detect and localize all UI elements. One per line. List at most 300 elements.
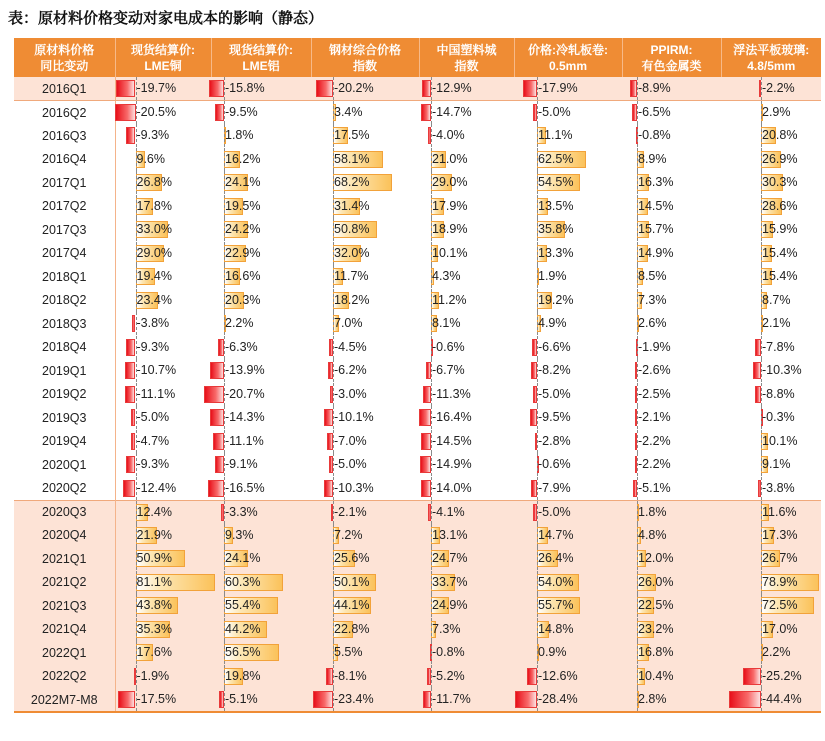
value-cell-float_glass — [721, 383, 821, 407]
table-row — [14, 383, 821, 407]
value-cell-steel_index — [311, 524, 419, 548]
value-cell-steel_index — [311, 218, 419, 242]
data-label-ppirm_nonferrous: 12.0% — [638, 551, 674, 566]
data-label-lme_aluminum: -6.3% — [225, 339, 258, 354]
period-cell: 2018Q3 — [14, 312, 115, 336]
data-label-ppirm_nonferrous: 16.8% — [638, 645, 674, 660]
period-cell: 2020Q4 — [14, 524, 115, 548]
value-cell-steel_index — [311, 453, 419, 477]
value-cell-lme_aluminum — [211, 195, 311, 219]
column-header-cold_rolled: 价格:冷轧板卷: 0.5mm — [514, 38, 622, 77]
value-cell-lme_copper — [115, 524, 211, 548]
data-label-float_glass: 2.2% — [762, 645, 791, 660]
value-cell-lme_copper — [115, 688, 211, 712]
value-cell-float_glass — [721, 312, 821, 336]
period-cell: 2017Q3 — [14, 218, 115, 242]
data-bar-float_glass — [753, 362, 761, 379]
table-body — [14, 77, 821, 712]
data-bar-lme_copper — [125, 386, 136, 403]
data-label-cold_rolled: -28.4% — [538, 692, 578, 706]
period-cell: 2019Q3 — [14, 406, 115, 430]
table-row — [14, 101, 821, 125]
value-cell-ppirm_nonferrous — [622, 406, 721, 430]
value-cell-ppirm_nonferrous — [622, 124, 721, 148]
table-row — [14, 500, 821, 524]
period-cell: 2016Q2 — [14, 101, 115, 125]
data-label-steel_index: 25.6% — [334, 551, 370, 566]
data-label-steel_index: 68.2% — [334, 175, 370, 190]
value-cell-ppirm_nonferrous — [622, 195, 721, 219]
value-cell-ppirm_nonferrous — [622, 218, 721, 242]
column-header-steel_index: 钢材综合价格 指数 — [311, 38, 419, 77]
data-bar-plastic_index — [420, 456, 431, 473]
data-label-steel_index: 18.2% — [334, 292, 370, 307]
data-label-ppirm_nonferrous: -6.5% — [638, 105, 671, 119]
data-label-float_glass: -44.4% — [762, 692, 802, 706]
value-cell-lme_copper — [115, 242, 211, 266]
column-header-float_glass: 浮法平板玻璃: 4.8/5mm — [721, 38, 821, 77]
data-bar-cold_rolled — [530, 409, 537, 426]
data-label-plastic_index: 24.7% — [432, 551, 468, 566]
period-cell: 2022M7-M8 — [14, 688, 115, 712]
value-cell-lme_aluminum — [211, 547, 311, 571]
data-label-float_glass: -7.8% — [762, 339, 795, 354]
data-label-float_glass: 26.7% — [762, 551, 798, 566]
data-label-lme_copper: -1.9% — [136, 668, 170, 683]
value-cell-ppirm_nonferrous — [622, 594, 721, 618]
value-cell-float_glass — [721, 547, 821, 571]
value-cell-steel_index — [311, 688, 419, 712]
data-label-steel_index: -8.1% — [334, 668, 367, 683]
data-label-cold_rolled: 0.9% — [538, 645, 567, 660]
value-cell-lme_aluminum — [211, 641, 311, 665]
data-label-ppirm_nonferrous: 8.9% — [638, 151, 667, 166]
data-label-float_glass: 15.4% — [762, 245, 798, 260]
data-label-ppirm_nonferrous: 10.4% — [638, 668, 674, 683]
period-cell: 2019Q2 — [14, 383, 115, 407]
value-cell-float_glass — [721, 688, 821, 712]
period-cell: 2019Q1 — [14, 359, 115, 383]
value-cell-cold_rolled — [514, 195, 622, 219]
data-label-cold_rolled: 62.5% — [538, 151, 574, 166]
value-cell-steel_index — [311, 430, 419, 454]
value-cell-lme_aluminum — [211, 430, 311, 454]
value-cell-float_glass — [721, 148, 821, 172]
value-cell-cold_rolled — [514, 406, 622, 430]
data-label-lme_copper: -9.3% — [136, 457, 170, 472]
value-cell-float_glass — [721, 265, 821, 289]
value-cell-cold_rolled — [514, 641, 622, 665]
data-label-lme_copper: -19.7% — [136, 81, 177, 95]
data-label-float_glass: -8.8% — [762, 386, 795, 401]
data-bar-steel_index — [316, 80, 333, 97]
value-cell-ppirm_nonferrous — [622, 524, 721, 548]
data-label-lme_copper: -12.4% — [136, 480, 177, 495]
value-cell-cold_rolled — [514, 524, 622, 548]
value-cell-lme_copper — [115, 77, 211, 101]
data-label-ppirm_nonferrous: 22.5% — [638, 598, 674, 613]
data-label-steel_index: 58.1% — [334, 151, 370, 166]
value-cell-plastic_index — [419, 148, 514, 172]
data-label-plastic_index: 11.2% — [432, 292, 467, 307]
value-cell-lme_copper — [115, 665, 211, 689]
value-cell-lme_copper — [115, 359, 211, 383]
data-label-cold_rolled: -5.0% — [538, 504, 571, 519]
value-cell-lme_copper — [115, 571, 211, 595]
value-cell-lme_aluminum — [211, 453, 311, 477]
value-cell-lme_aluminum — [211, 242, 311, 266]
data-label-plastic_index: -6.7% — [432, 363, 465, 378]
value-cell-ppirm_nonferrous — [622, 312, 721, 336]
value-cell-ppirm_nonferrous — [622, 665, 721, 689]
value-cell-cold_rolled — [514, 148, 622, 172]
value-cell-float_glass — [721, 500, 821, 524]
data-label-plastic_index: -0.6% — [432, 339, 465, 354]
value-cell-lme_aluminum — [211, 218, 311, 242]
data-label-lme_copper: -11.1% — [136, 386, 176, 401]
data-bar-lme_copper — [123, 480, 135, 497]
data-label-lme_aluminum: 19.8% — [225, 668, 261, 683]
value-cell-cold_rolled — [514, 453, 622, 477]
value-cell-float_glass — [721, 430, 821, 454]
data-label-ppirm_nonferrous: -8.9% — [638, 81, 671, 95]
data-label-lme_copper: 23.4% — [136, 292, 172, 307]
value-cell-lme_aluminum — [211, 77, 311, 101]
value-cell-ppirm_nonferrous — [622, 289, 721, 313]
value-cell-lme_copper — [115, 265, 211, 289]
value-cell-plastic_index — [419, 359, 514, 383]
value-cell-lme_copper — [115, 618, 211, 642]
value-cell-float_glass — [721, 195, 821, 219]
data-label-lme_aluminum: 2.2% — [225, 316, 254, 331]
data-label-plastic_index: 24.9% — [432, 598, 468, 613]
value-cell-plastic_index — [419, 101, 514, 125]
data-label-steel_index: -20.2% — [334, 81, 374, 95]
data-label-cold_rolled: -5.0% — [538, 105, 571, 119]
value-cell-ppirm_nonferrous — [622, 430, 721, 454]
data-table — [14, 38, 821, 713]
value-cell-steel_index — [311, 242, 419, 266]
data-label-lme_copper: -4.7% — [136, 433, 170, 448]
data-bar-float_glass — [729, 691, 761, 708]
data-label-steel_index: 50.8% — [334, 222, 370, 237]
table-row — [14, 641, 821, 665]
data-label-plastic_index: 10.1% — [432, 245, 468, 260]
value-cell-ppirm_nonferrous — [622, 265, 721, 289]
value-cell-lme_aluminum — [211, 524, 311, 548]
value-cell-steel_index — [311, 665, 419, 689]
data-label-lme_aluminum: 19.5% — [225, 198, 261, 213]
value-cell-float_glass — [721, 289, 821, 313]
data-label-float_glass: -0.3% — [762, 410, 795, 425]
table-row — [14, 312, 821, 336]
value-cell-ppirm_nonferrous — [622, 453, 721, 477]
data-bar-lme_copper — [125, 362, 135, 379]
data-bar-lme_copper — [126, 127, 135, 144]
period-cell: 2016Q1 — [14, 77, 115, 101]
value-cell-plastic_index — [419, 124, 514, 148]
data-label-plastic_index: -0.8% — [432, 645, 465, 660]
value-cell-cold_rolled — [514, 242, 622, 266]
data-bar-plastic_index — [421, 433, 431, 450]
value-cell-lme_copper — [115, 171, 211, 195]
value-cell-plastic_index — [419, 77, 514, 101]
value-cell-lme_copper — [115, 195, 211, 219]
data-label-plastic_index: -16.4% — [432, 410, 472, 425]
data-label-ppirm_nonferrous: -2.6% — [638, 363, 671, 378]
value-cell-steel_index — [311, 359, 419, 383]
data-label-ppirm_nonferrous: 7.3% — [638, 292, 667, 307]
table-row — [14, 242, 821, 266]
data-label-plastic_index: 18.9% — [432, 222, 468, 237]
value-cell-steel_index — [311, 265, 419, 289]
data-label-float_glass: 8.7% — [762, 292, 791, 307]
value-cell-cold_rolled — [514, 359, 622, 383]
period-cell: 2018Q2 — [14, 289, 115, 313]
period-cell: 2019Q4 — [14, 430, 115, 454]
value-cell-ppirm_nonferrous — [622, 477, 721, 501]
value-cell-ppirm_nonferrous — [622, 383, 721, 407]
period-cell: 2020Q1 — [14, 453, 115, 477]
data-label-float_glass: -3.8% — [762, 480, 795, 495]
value-cell-steel_index — [311, 500, 419, 524]
table-row — [14, 148, 821, 172]
data-label-plastic_index: 17.9% — [432, 198, 468, 213]
data-label-lme_aluminum: -20.7% — [225, 386, 265, 401]
period-cell: 2021Q1 — [14, 547, 115, 571]
value-cell-cold_rolled — [514, 383, 622, 407]
period-cell: 2017Q4 — [14, 242, 115, 266]
data-label-cold_rolled: -17.9% — [538, 81, 578, 95]
value-cell-steel_index — [311, 312, 419, 336]
data-label-float_glass: -25.2% — [762, 668, 802, 683]
value-cell-plastic_index — [419, 218, 514, 242]
table-row — [14, 453, 821, 477]
period-cell: 2016Q3 — [14, 124, 115, 148]
value-cell-lme_aluminum — [211, 171, 311, 195]
data-label-steel_index: 17.5% — [334, 128, 370, 143]
data-label-plastic_index: 7.3% — [432, 621, 461, 636]
value-cell-plastic_index — [419, 453, 514, 477]
data-label-plastic_index: 8.1% — [432, 316, 461, 331]
value-cell-lme_aluminum — [211, 336, 311, 360]
data-label-lme_aluminum: -14.3% — [225, 410, 265, 425]
data-label-cold_rolled: 54.5% — [538, 175, 574, 190]
column-header-period: 原材料价格 同比变动 — [14, 38, 115, 77]
table-row — [14, 336, 821, 360]
period-cell: 2018Q1 — [14, 265, 115, 289]
data-label-steel_index: -5.0% — [334, 457, 367, 472]
value-cell-lme_aluminum — [211, 289, 311, 313]
value-cell-lme_copper — [115, 101, 211, 125]
data-bar-ppirm_nonferrous — [630, 80, 637, 97]
data-label-lme_copper: -20.5% — [136, 105, 177, 119]
data-label-float_glass: 10.1% — [762, 433, 798, 448]
value-cell-cold_rolled — [514, 265, 622, 289]
data-bar-lme_aluminum — [210, 362, 224, 379]
value-cell-float_glass — [721, 594, 821, 618]
data-label-lme_aluminum: 56.5% — [225, 645, 261, 660]
data-bar-steel_index — [326, 668, 333, 685]
period-cell: 2021Q2 — [14, 571, 115, 595]
data-label-lme_aluminum: -9.1% — [225, 457, 258, 472]
data-label-plastic_index: -4.0% — [432, 128, 465, 143]
value-cell-float_glass — [721, 336, 821, 360]
value-cell-ppirm_nonferrous — [622, 641, 721, 665]
value-cell-steel_index — [311, 641, 419, 665]
value-cell-plastic_index — [419, 242, 514, 266]
data-label-ppirm_nonferrous: -0.8% — [638, 128, 671, 143]
data-bar-lme_aluminum — [215, 104, 224, 121]
data-bar-steel_index — [324, 409, 333, 426]
data-label-lme_copper: -5.0% — [136, 410, 170, 425]
period-cell: 2022Q2 — [14, 665, 115, 689]
data-bar-float_glass — [743, 668, 761, 685]
data-bar-lme_aluminum — [213, 433, 224, 450]
data-label-ppirm_nonferrous: -2.5% — [638, 386, 671, 401]
data-bar-lme_aluminum — [215, 456, 224, 473]
data-label-lme_copper: 21.9% — [136, 527, 172, 542]
table-row — [14, 77, 821, 101]
value-cell-ppirm_nonferrous — [622, 359, 721, 383]
value-cell-lme_aluminum — [211, 124, 311, 148]
data-bar-lme_aluminum — [204, 386, 224, 403]
data-label-lme_copper: 19.4% — [136, 269, 172, 284]
data-label-ppirm_nonferrous: -2.2% — [638, 457, 671, 472]
value-cell-steel_index — [311, 594, 419, 618]
value-cell-ppirm_nonferrous — [622, 688, 721, 712]
value-cell-lme_copper — [115, 124, 211, 148]
data-label-lme_copper: 12.4% — [136, 504, 172, 519]
value-cell-ppirm_nonferrous — [622, 242, 721, 266]
value-cell-ppirm_nonferrous — [622, 500, 721, 524]
data-label-lme_aluminum: 16.2% — [225, 151, 261, 166]
data-label-float_glass: 78.9% — [762, 574, 798, 589]
table-row — [14, 195, 821, 219]
value-cell-steel_index — [311, 77, 419, 101]
value-cell-plastic_index — [419, 524, 514, 548]
value-cell-float_glass — [721, 406, 821, 430]
value-cell-cold_rolled — [514, 500, 622, 524]
data-label-ppirm_nonferrous: -2.2% — [638, 433, 671, 448]
table-row — [14, 618, 821, 642]
value-cell-lme_copper — [115, 406, 211, 430]
value-cell-steel_index — [311, 477, 419, 501]
data-label-steel_index: 44.1% — [334, 598, 370, 613]
data-label-lme_copper: 33.0% — [136, 222, 172, 237]
value-cell-plastic_index — [419, 195, 514, 219]
data-label-float_glass: 15.4% — [762, 269, 798, 284]
data-label-float_glass: 17.0% — [762, 621, 798, 636]
period-cell: 2017Q2 — [14, 195, 115, 219]
table-row — [14, 477, 821, 501]
value-cell-lme_copper — [115, 547, 211, 571]
value-cell-float_glass — [721, 359, 821, 383]
table-row — [14, 124, 821, 148]
data-label-cold_rolled: 4.9% — [538, 316, 567, 331]
value-cell-ppirm_nonferrous — [622, 336, 721, 360]
value-cell-ppirm_nonferrous — [622, 171, 721, 195]
data-label-cold_rolled: -7.9% — [538, 480, 571, 495]
data-bar-lme_copper — [118, 691, 135, 708]
data-label-ppirm_nonferrous: 14.5% — [638, 198, 674, 213]
data-label-lme_aluminum: -3.3% — [225, 504, 258, 519]
data-label-lme_aluminum: 22.9% — [225, 245, 261, 260]
value-cell-cold_rolled — [514, 101, 622, 125]
data-label-float_glass: 2.1% — [762, 316, 791, 331]
data-label-ppirm_nonferrous: 16.3% — [638, 175, 674, 190]
table-row — [14, 359, 821, 383]
data-label-lme_copper: -17.5% — [136, 692, 177, 706]
period-cell: 2020Q2 — [14, 477, 115, 501]
data-label-lme_aluminum: -5.1% — [225, 692, 258, 706]
data-label-float_glass: -2.2% — [762, 81, 795, 95]
data-label-lme_aluminum: -16.5% — [225, 480, 265, 495]
data-label-plastic_index: -12.9% — [432, 81, 472, 95]
data-label-float_glass: 28.6% — [762, 198, 798, 213]
value-cell-float_glass — [721, 524, 821, 548]
table-row — [14, 594, 821, 618]
data-label-ppirm_nonferrous: -1.9% — [638, 339, 671, 354]
data-label-steel_index: 7.2% — [334, 527, 363, 542]
data-label-plastic_index: -14.5% — [432, 433, 472, 448]
value-cell-float_glass — [721, 477, 821, 501]
data-label-plastic_index: 21.0% — [432, 151, 468, 166]
period-cell: 2021Q3 — [14, 594, 115, 618]
value-cell-cold_rolled — [514, 171, 622, 195]
value-cell-float_glass — [721, 77, 821, 101]
data-bar-cold_rolled — [527, 668, 537, 685]
data-label-ppirm_nonferrous: 4.8% — [638, 527, 667, 542]
value-cell-steel_index — [311, 406, 419, 430]
data-label-cold_rolled: -9.5% — [538, 410, 571, 425]
data-bar-cold_rolled — [515, 691, 537, 708]
value-cell-plastic_index — [419, 571, 514, 595]
data-label-steel_index: 5.5% — [334, 645, 363, 660]
value-cell-steel_index — [311, 148, 419, 172]
table-row — [14, 571, 821, 595]
value-cell-ppirm_nonferrous — [622, 571, 721, 595]
data-label-ppirm_nonferrous: -5.1% — [638, 480, 671, 495]
data-label-plastic_index: 33.7% — [432, 574, 468, 589]
value-cell-cold_rolled — [514, 547, 622, 571]
value-cell-cold_rolled — [514, 665, 622, 689]
data-label-plastic_index: 13.1% — [432, 527, 468, 542]
data-label-cold_rolled: 14.7% — [538, 527, 574, 542]
data-label-lme_aluminum: 24.1% — [225, 551, 261, 566]
data-label-lme_copper: -9.3% — [136, 128, 170, 143]
data-label-steel_index: 11.7% — [334, 269, 369, 284]
value-cell-steel_index — [311, 547, 419, 571]
data-label-ppirm_nonferrous: -2.1% — [638, 410, 671, 425]
value-cell-lme_copper — [115, 477, 211, 501]
data-label-cold_rolled: -8.2% — [538, 363, 571, 378]
period-cell: 2017Q1 — [14, 171, 115, 195]
value-cell-cold_rolled — [514, 77, 622, 101]
table-row — [14, 218, 821, 242]
table-header — [14, 38, 821, 77]
data-bar-plastic_index — [419, 409, 431, 426]
data-label-ppirm_nonferrous: 14.9% — [638, 245, 674, 260]
data-label-cold_rolled: 13.5% — [538, 198, 574, 213]
data-label-float_glass: 72.5% — [762, 598, 798, 613]
data-label-lme_aluminum: 60.3% — [225, 574, 261, 589]
data-label-lme_aluminum: -15.8% — [225, 81, 265, 95]
value-cell-cold_rolled — [514, 688, 622, 712]
value-cell-steel_index — [311, 101, 419, 125]
data-label-steel_index: -7.0% — [334, 433, 367, 448]
value-cell-ppirm_nonferrous — [622, 77, 721, 101]
